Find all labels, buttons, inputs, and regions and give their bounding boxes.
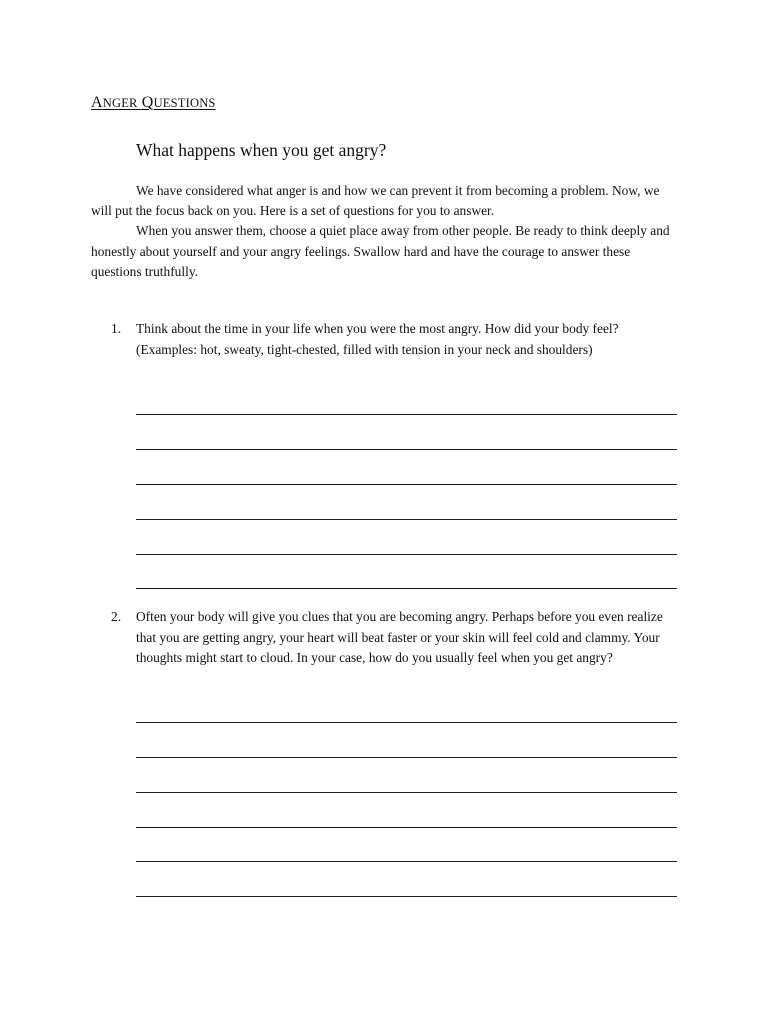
question-1 [91,319,681,360]
answer-line-q1[interactable] [136,554,677,555]
section-title-cap-1: A [91,94,103,111]
answer-line-q1[interactable] [136,519,677,520]
answer-line-q2[interactable] [136,757,677,758]
intro-paragraph: We have considered what anger is and how we can prevent it from becoming a problem. Now, we will put the focus back on you. Here is a set of questions for you to answer. [91,183,660,219]
section-title-cap-2: Q [141,94,154,111]
question-text: Often your body will give you clues that you are becoming angry. Perhaps before you even realize that you are getting angry, your heart will beat faster or your skin will feel cold and clammy. Your thoughts might start to cloud. In your case, how do you usually feel when you get angry? [136,609,663,665]
question-number: 2. [111,609,122,624]
answer-line-q1[interactable] [136,414,677,415]
question-text: Think about the time in your life when you were the most angry. How did your body feel? (Examples: hot, sweaty, tight-chested, filled with tension in your neck and shoulders) [136,321,619,357]
answer-line-q2[interactable] [136,896,677,897]
answer-line-q1[interactable] [136,588,677,589]
section-title-rest-2: UESTIONS [153,96,216,110]
answer-line-q2[interactable] [136,861,677,862]
answer-line-q2[interactable] [136,827,677,828]
page-subtitle: What happens when you get angry? [136,140,387,160]
intro-text [91,181,681,282]
question-number: 1. [111,321,122,336]
answer-line-q1[interactable] [136,449,677,450]
answer-line-q1[interactable] [136,484,677,485]
question-2 [91,607,681,669]
intro-paragraph: When you answer them, choose a quiet place away from other people. Be ready to think deeply and honestly about yourself and your angry feelings. Swallow hard and have the courage to answer these questions truthfully. [91,223,670,279]
answer-line-q2[interactable] [136,722,677,723]
section-title-rest-1: NGER [102,96,138,110]
answer-line-q2[interactable] [136,792,677,793]
section-title [91,93,216,113]
